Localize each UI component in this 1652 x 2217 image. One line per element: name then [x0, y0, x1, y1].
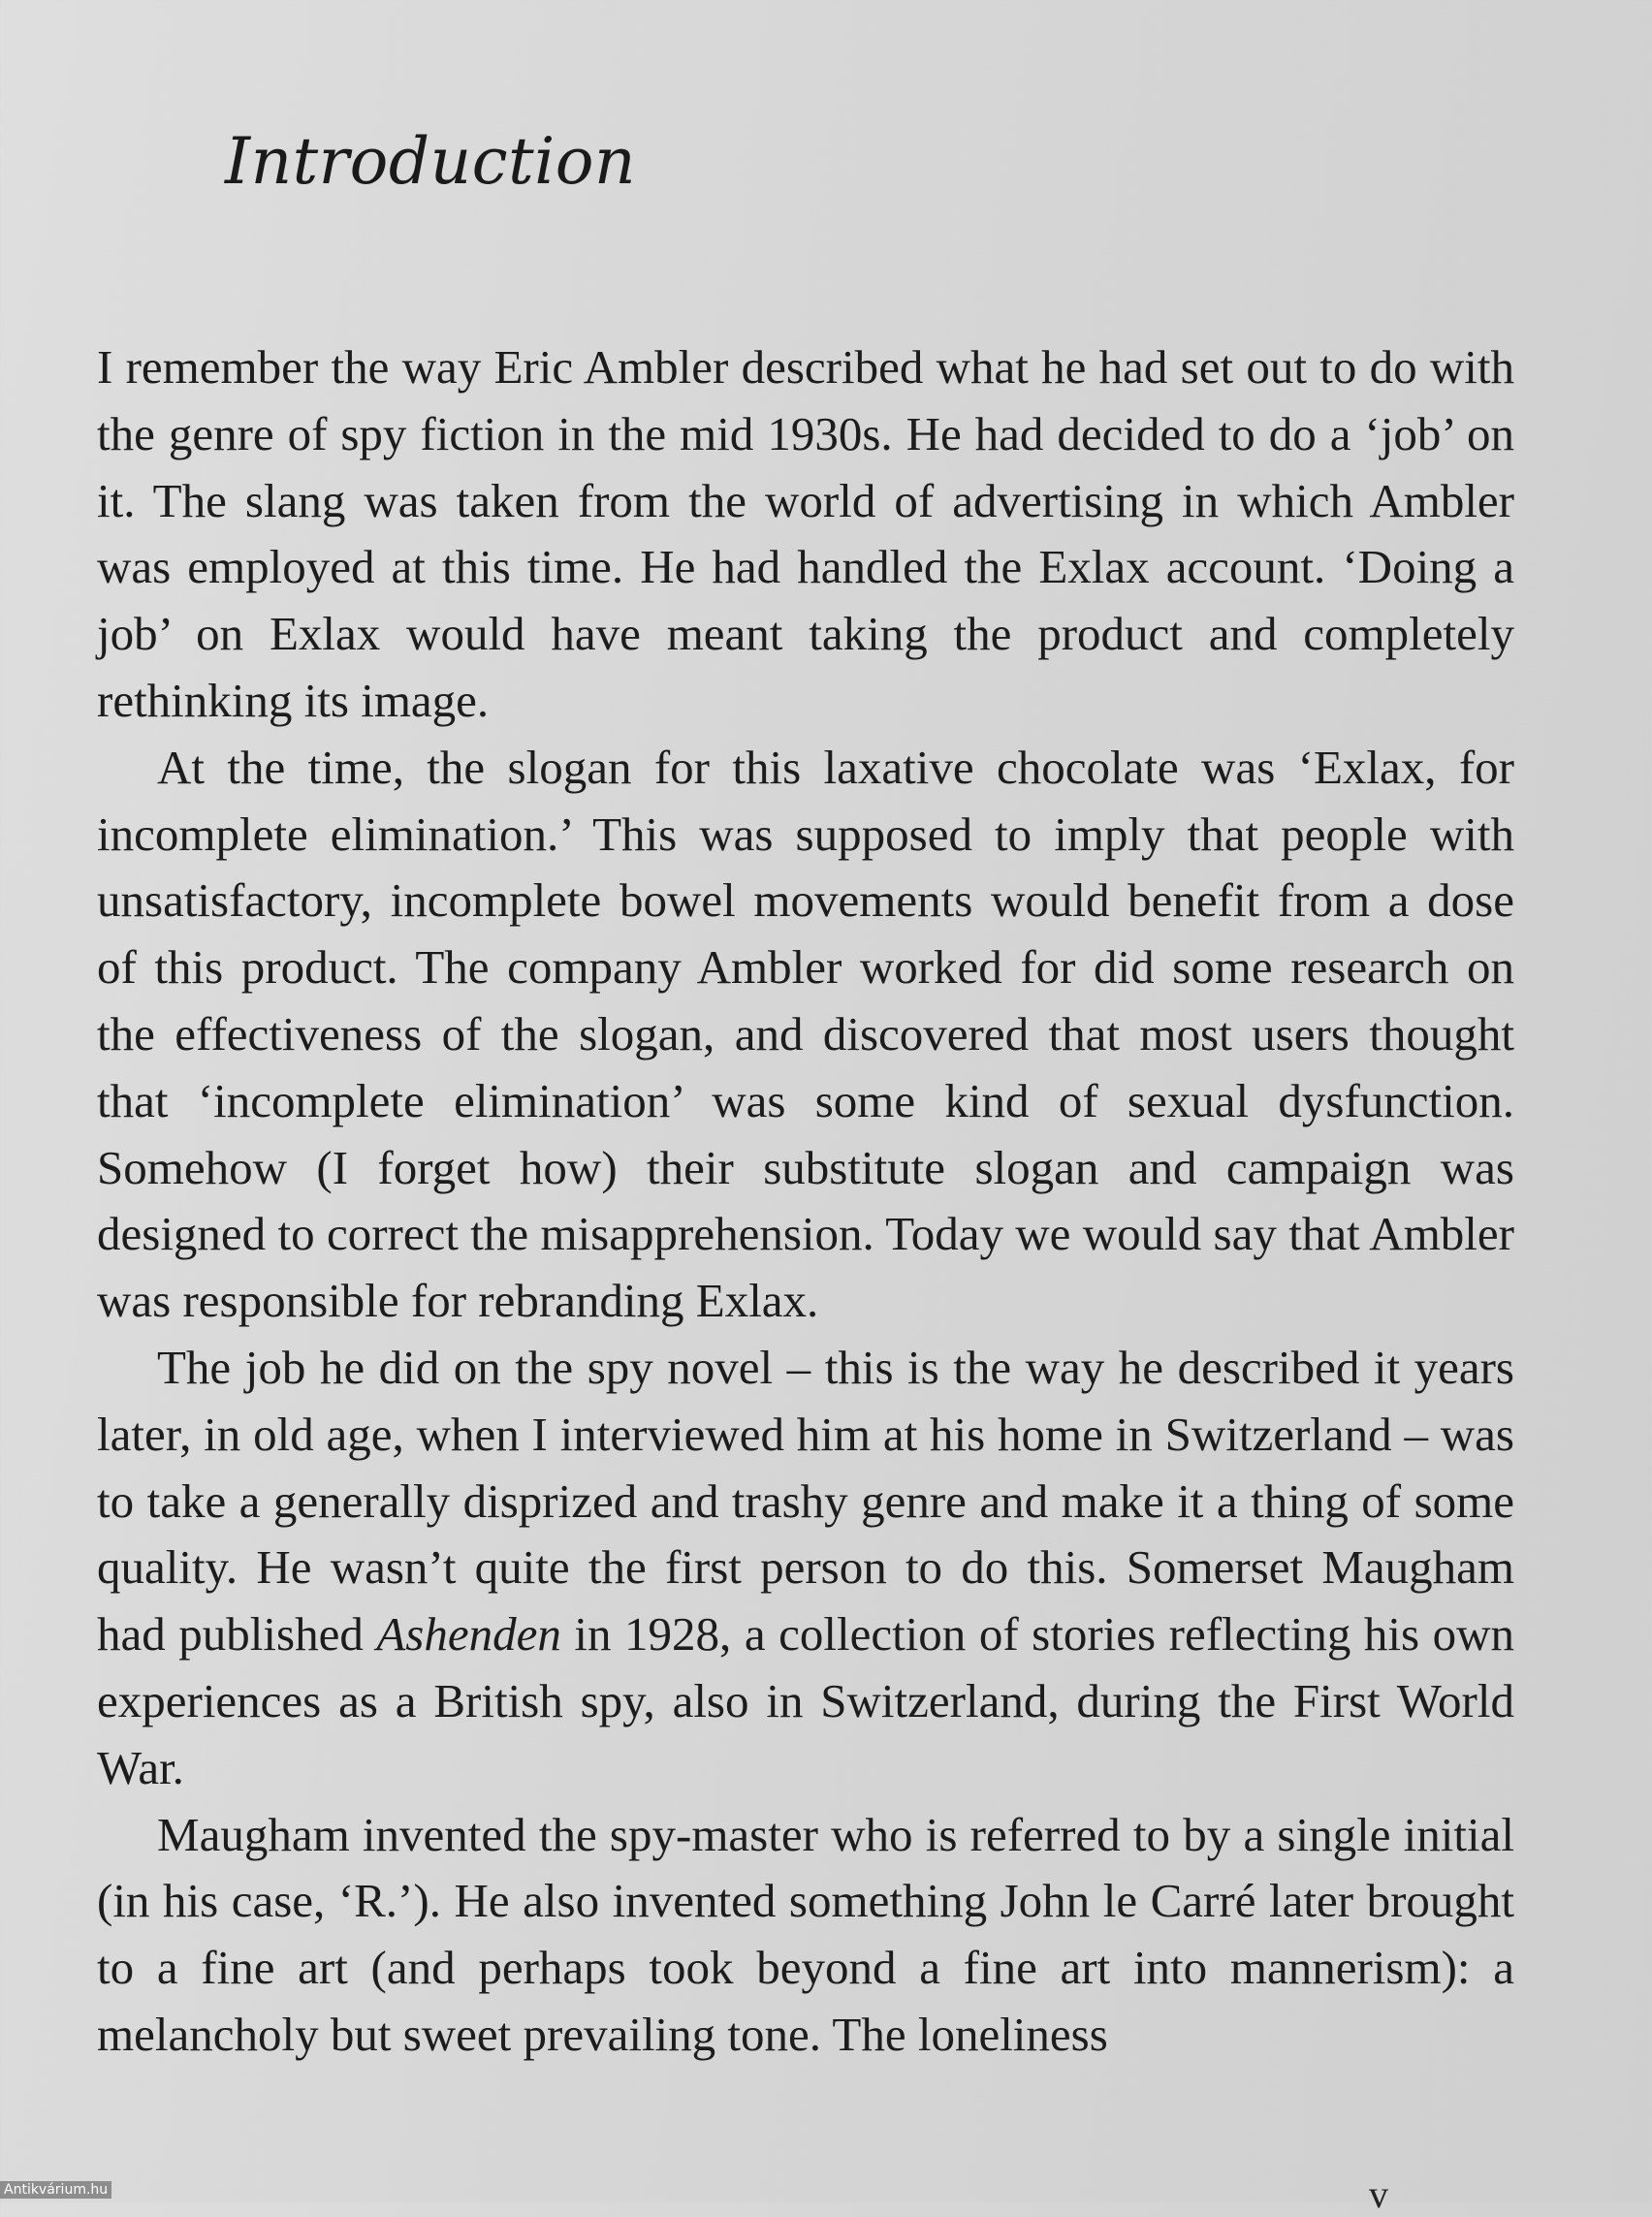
paragraph-3	[97, 1335, 1514, 1802]
paragraph-3-text-before: The job he did on the spy novel – this is the way he described it years later, in old age, when I interviewed him at his home in Switzerland – was to take a generally disprized and trashy genre and make it a thing of some quality. He wasn’t quite the first person to do this. Somerset Maugham had published	[97, 1340, 1514, 1662]
watermark-logo: Antikvárium.hu	[0, 2181, 111, 2199]
body-text	[97, 334, 1514, 2069]
chapter-title: Introduction	[225, 124, 636, 199]
paragraph-3-text-after: in 1928, a collection of stories reflecting his own experiences as a British spy, also in Switzerland, during the First World War.	[97, 1607, 1514, 1794]
book-title-ashenden: Ashenden	[376, 1607, 561, 1662]
paragraph-4: Maugham invented the spy-master who is referred to by a single initial (in his case, ‘R.’). He also invented something John le Carré later brought to a fine art (and perhaps took beyond a fine art into mannerism): a melancholy but sweet prevailing tone. The loneliness	[97, 1807, 1514, 2061]
paragraph-2: At the time, the slogan for this laxative chocolate was ‘Exlax, for incomplete elimination.’ This was supposed to imply that people with unsatisfactory, incomplete bowel movements would benefit from a dose of this product. The company Ambler worked for did some research on the effectiveness of the slogan, and discovered that most users thought that ‘incomplete elimination’ was some kind of sexual dysfunction. Somehow (I forget how) their substitute slogan and campaign was designed to correct the misapprehension. Today we would say that Ambler was responsible for rebranding Exlax.	[97, 740, 1514, 1328]
page-number: v	[1369, 2172, 1388, 2216]
paragraph-1: I remember the way Eric Ambler described what he had set out to do with the genre of spy fiction in the mid 1930s. He had decided to do a ‘job’ on it. The slang was taken from the world of advertising in which Ambler was employed at this time. He had handled the Exlax account. ‘Doing a job’ on Exlax would have meant taking the product and completely rethinking its image.	[97, 340, 1514, 727]
